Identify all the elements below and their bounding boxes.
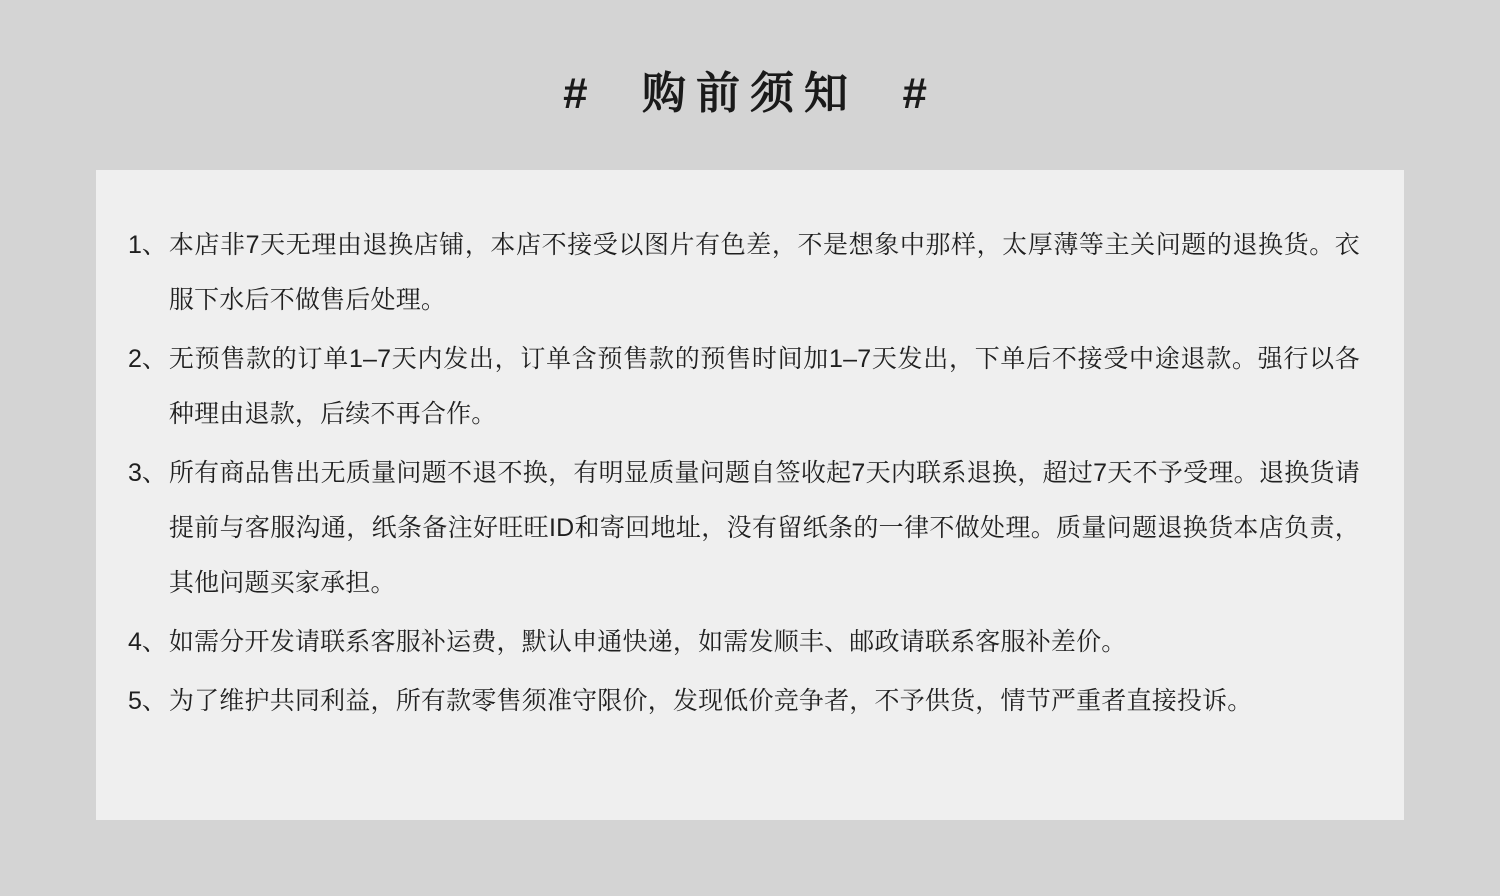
list-item-number: 3、 (128, 459, 167, 487)
list-item (128, 615, 1360, 670)
notice-card (96, 170, 1404, 820)
list-item-text: 所有商品售出无质量问题不退不换，有明显质量问题自签收起7天内联系退换，超过7天不予受理。退换货请提前与客服沟通，纸条备注好旺旺ID和寄回地址，没有留纸条的一律不做处理。质量问题退换货本店负责，其他问题买家承担。 (168, 459, 1360, 597)
list-item-number: 1、 (128, 231, 167, 259)
page-title: # 购前须知 # (563, 69, 937, 118)
list-item-number: 5、 (128, 687, 167, 715)
list-item-text: 本店非7天无理由退换店铺，本店不接受以图片有色差，不是想象中那样，太厚薄等主关问题的退换货。衣服下水后不做售后处理。 (168, 231, 1360, 314)
list-item (128, 218, 1360, 328)
list-item-number: 2、 (128, 345, 167, 373)
list-item (128, 674, 1360, 729)
list-item (128, 446, 1360, 611)
list-item-text: 如需分开发请联系客服补运费，默认申通快递，如需发顺丰、邮政请联系客服补差价。 (168, 628, 1127, 656)
list-item (128, 332, 1360, 442)
list-item-text: 为了维护共同利益，所有款零售须准守限价，发现低价竞争者，不予供货，情节严重者直接投诉。 (168, 687, 1253, 715)
list-item-number: 4、 (128, 628, 167, 656)
list-item-text: 无预售款的订单1–7天内发出，订单含预售款的预售时间加1–7天发出，下单后不接受中途退款。强行以各种理由退款，后续不再合作。 (168, 345, 1360, 428)
